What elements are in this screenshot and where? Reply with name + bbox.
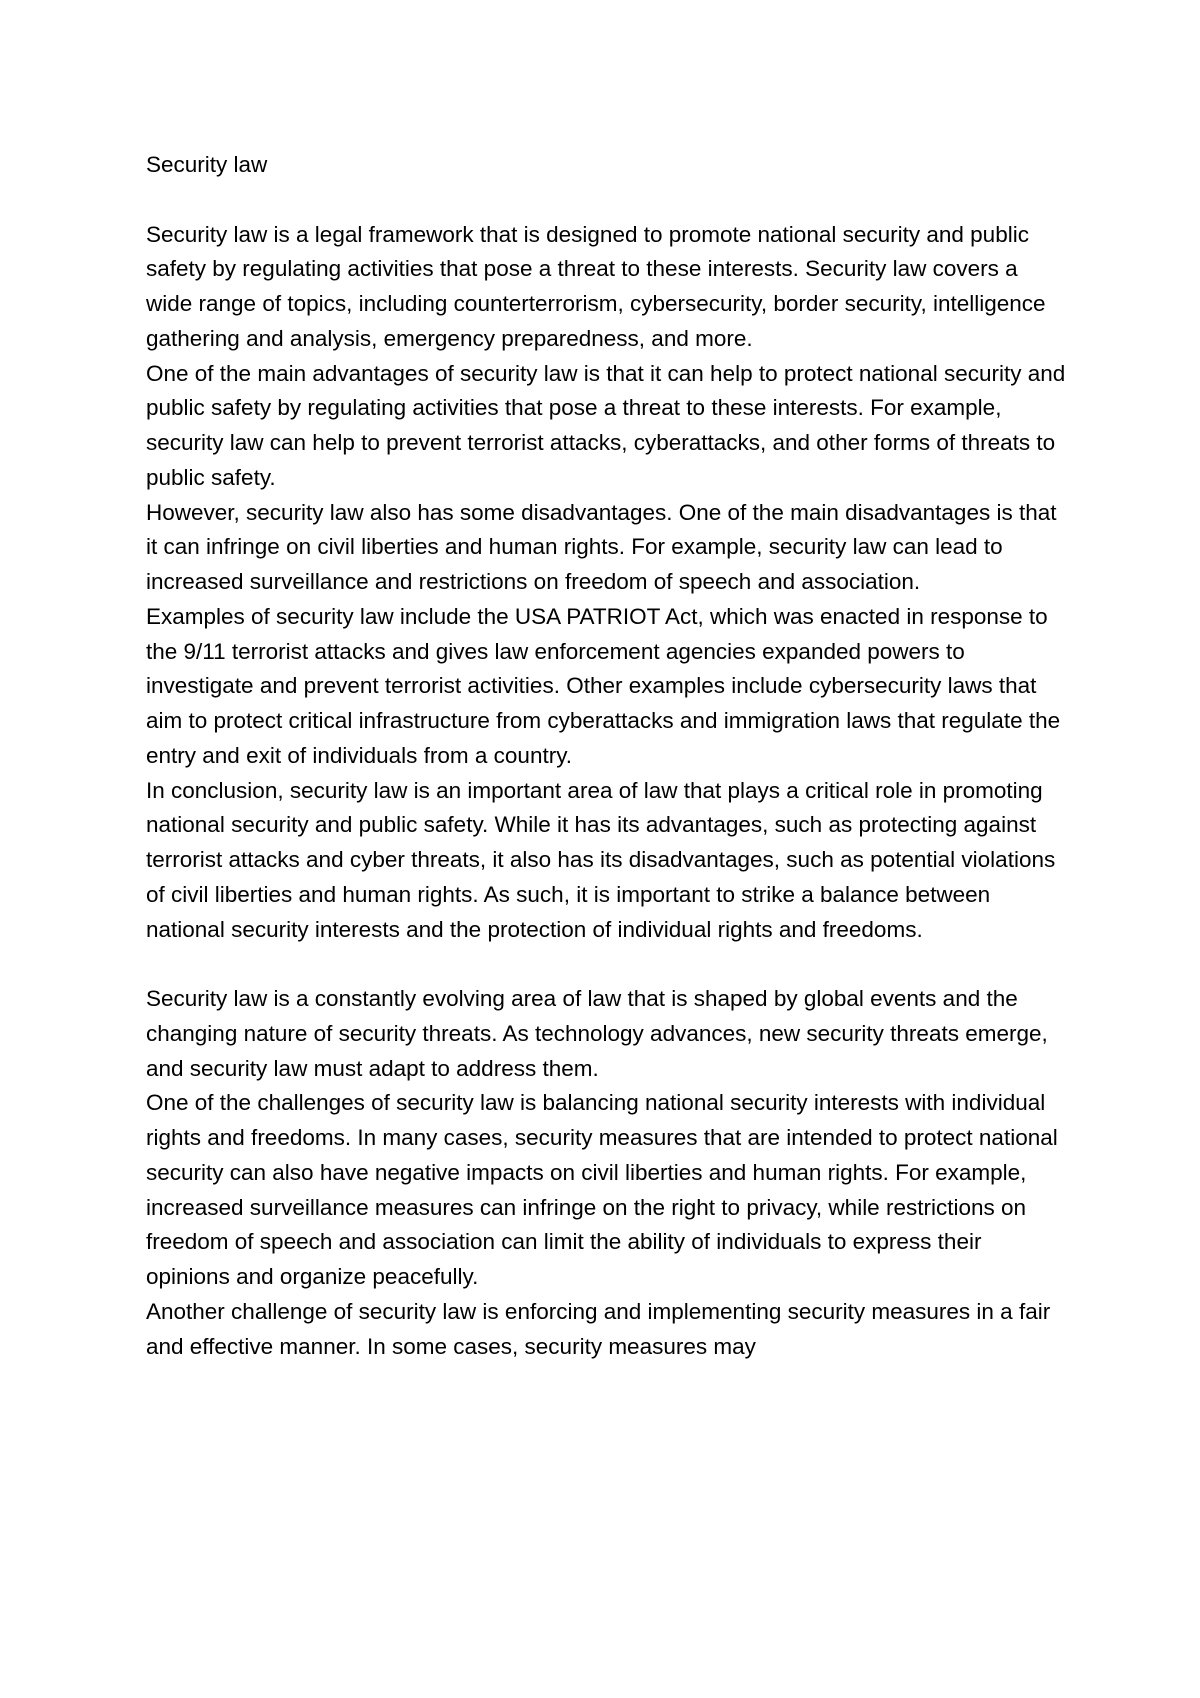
paragraph-challenge-enforcement: Another challenge of security law is enforcing and implementing security measures in a fair and effective manner. In some cases, security measures may — [146, 1298, 1051, 1359]
paragraph-conclusion: In conclusion, security law is an important area of law that plays a critical role in promoting national security and public safety. While it has its advantages, such as protecting against terrorist attacks and cyber threats, it also has its disadvantages, such as potential violations of civil liberties and human rights. As such, it is important to strike a balance between national security interests and the protection of individual rights and freedoms. — [146, 777, 1056, 942]
document-body — [146, 148, 1066, 1364]
paragraph-challenge-balance: One of the challenges of security law is balancing national security interests with individual rights and freedoms. In many cases, security measures that are intended to protect national security can also have negative impacts on civil liberties and human rights. For example, increased surveillance measures can infringe on the right to privacy, while restrictions on freedom of speech and association can limit the ability of individuals to express their opinions and organize peacefully. — [146, 1090, 1058, 1289]
paragraph-definition: Security law is a legal framework that is designed to promote national security and public safety by regulating activities that pose a threat to these interests. Security law covers a wide range of topics, including counterterrorism, cybersecurity, border security, intelligence gathering and analysis, emergency preparedness, and more. — [146, 221, 1046, 351]
document-title: Security law — [146, 152, 268, 177]
paragraph-disadvantages: However, security law also has some disadvantages. One of the main disadvantages is that it can infringe on civil liberties and human rights. For example, security law can lead to increased surveillance and restrictions on freedom of speech and association. — [146, 499, 1057, 594]
paragraph-examples: Examples of security law include the USA PATRIOT Act, which was enacted in response to the 9/11 terrorist attacks and gives law enforcement agencies expanded powers to investigate and prevent terrorist activities. Other examples include cybersecurity laws that aim to protect critical infrastructure from cyberattacks and immigration laws that regulate the entry and exit of individuals from a country. — [146, 603, 1061, 768]
blank-line — [146, 183, 1066, 218]
paragraph-evolving: Security law is a constantly evolving area of law that is shaped by global events and the changing nature of security threats. As technology advances, new security threats emerge, and security law must adapt to address them. — [146, 986, 1048, 1081]
blank-line — [146, 947, 1066, 982]
paragraph-advantages: One of the main advantages of security law is that it can help to protect national security and public safety by regulating activities that pose a threat to these interests. For example, security law can help to prevent terrorist attacks, cyberattacks, and other forms of threats to public safety. — [146, 360, 1066, 490]
